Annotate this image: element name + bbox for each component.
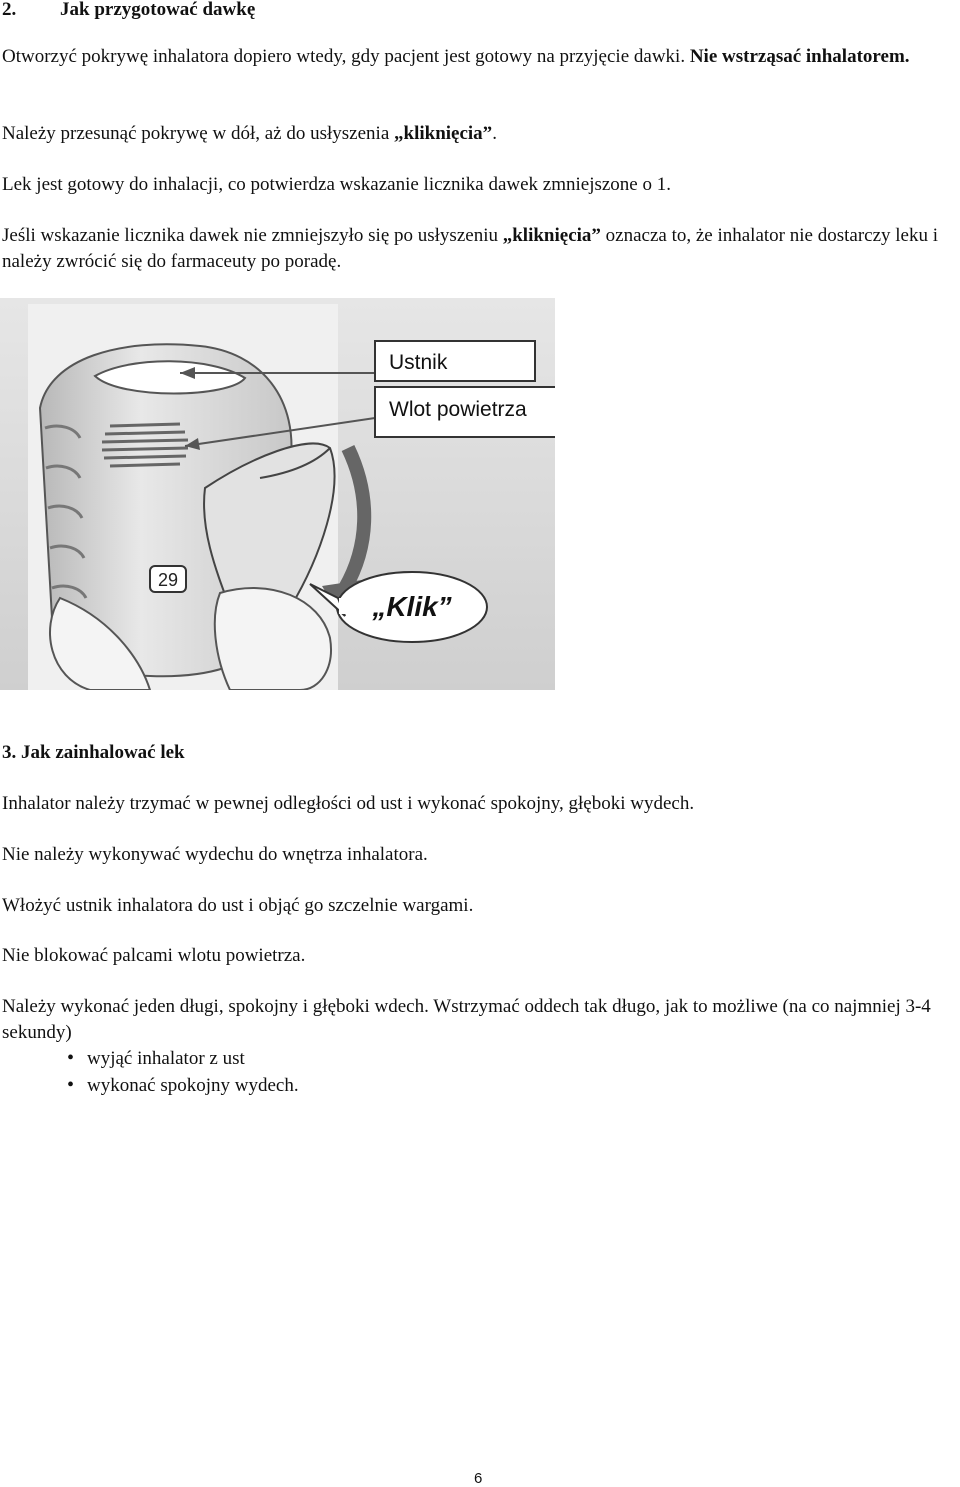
paragraph-do-not-block: Nie blokować palcami wlotu powietrza. xyxy=(2,945,306,966)
no-shake-warning: Nie wstrząsać inhalatorem. xyxy=(689,46,910,67)
paragraph-slide-cover-text: Należy przesunąć pokrywę w dół, aż do usłyszenia xyxy=(2,123,394,144)
dose-counter-value: 29 xyxy=(157,570,179,590)
paragraph-hold-exhale: Inhalator należy trzymać w pewnej odległości od ust i wykonać spokojny, głęboki wydech. xyxy=(2,793,695,814)
paragraph-open-cover xyxy=(2,44,952,70)
air-inlet-label: Wlot powietrza xyxy=(389,398,527,421)
list-item: • wykonać spokojny wydech. xyxy=(75,1072,299,1099)
paragraph-no-exhale-into: Nie należy wykonywać wydechu do wnętrza inhalatora. xyxy=(2,844,428,865)
paragraph-counter-end: oznacza to, że inhalator nie dostarczy leku i należy zwrócić się do farmaceuty po poradę. xyxy=(2,225,938,272)
inhaler-illustration xyxy=(0,298,555,690)
paragraph-insert-mouthpiece: Włożyć ustnik inhalatora do ust i objąć go szczelnie wargami. xyxy=(2,895,474,916)
paragraph-counter-check xyxy=(2,223,952,275)
paragraph-open-cover-text: Otworzyć pokrywę inhalatora dopiero wtedy, gdy pacjent jest gotowy na przyjęcie dawki. xyxy=(2,46,690,67)
paragraph-ready: Lek jest gotowy do inhalacji, co potwierdza wskazanie licznika dawek zmniejszone o 1. xyxy=(2,174,671,195)
paragraph-inhale: Należy wykonać jeden długi, spokojny i głęboki wdech. Wstrzymać oddech tak długo, jak to możliwe (na co najmniej 3-4 sekundy) xyxy=(2,996,931,1043)
section-2-number: 2. xyxy=(2,0,17,20)
paragraph-slide-cover xyxy=(2,121,952,147)
paragraph-counter-text: Jeśli wskazanie licznika dawek nie zmniejszyło się po usłyszeniu xyxy=(2,225,503,246)
section-2-heading xyxy=(2,0,255,23)
section-3-heading: 3. Jak zainhalować lek xyxy=(2,742,185,763)
page-number: 6 xyxy=(474,1470,483,1487)
click-word: „kliknięcia” xyxy=(394,123,493,144)
after-inhale-steps xyxy=(75,1045,299,1099)
click-word-2: „kliknięcia” xyxy=(502,225,601,246)
click-label: „Klik” xyxy=(372,591,452,622)
paragraph-slide-cover-end: . xyxy=(492,123,497,144)
mouthpiece-label: Ustnik xyxy=(389,351,448,374)
section-2-title: Jak przygotować dawkę xyxy=(60,0,256,20)
list-item: • wyjąć inhalator z ust xyxy=(75,1045,299,1072)
